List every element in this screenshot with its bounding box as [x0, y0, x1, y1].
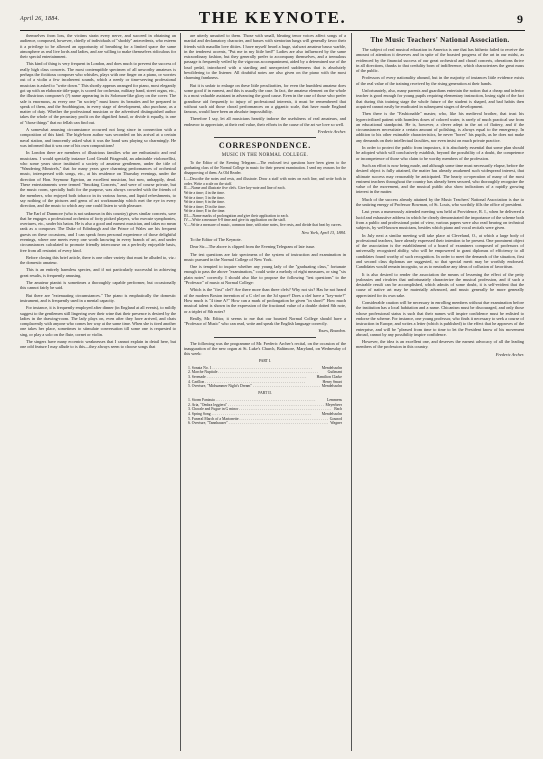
article-title: The Music Teachers' National Association. — [370, 36, 510, 44]
section-title-correspondence: CORRESPONDENCE. — [218, 141, 312, 151]
question-list — [184, 177, 346, 228]
letter-salutation: To the Editor of The Keynote. — [190, 236, 242, 242]
article-paragraph: Considerable caution will be necessary in enrolling members without due examination before the institution has a local habitation and a name. Chicanism must be discouraged, and only those whose professional status is such that their names will inspire confidence must be enlisted to endorse the scheme. For instance, one young professor, who finds it necessary to seek a course of instruction in Europe, and writes a letter (which is published) to the effect that he approves of the enterprise, and will be "pleased from time to time to let the President know of his movement abroad, cannot by any possibility inspire confidence. — [356, 300, 524, 337]
article-paragraph: It is also desired to render the association the means of lessening the effect of the petty jealousies and rivalries that unfortunately characterize the musical profession, and if such a desirable result can be accomplished, which admits of some doubt, it is self-evident that the cause of native art may be materially advanced, and music generally be more generally appreciated for its own sake. — [356, 271, 524, 298]
divider — [214, 337, 316, 338]
article-paragraph: The amateur pianist is sometimes a thoroughly capable performer, but occasionally this cannot fairly be said. — [20, 280, 176, 291]
article-paragraph: The Earl of Dunmore (who is not unknown in this country) gives similar concerts, save that he engages a professional orchestra of forty picked players, who execute symphonies, overtures, etc., under his baton. He is also a good and earnest musician, and takes no mean rank as a composer. The Duke of Edinburgh and the Prince of Wales are his frequent guests on these occasions, and I can speak from personal experience of those delightful evenings, where one meets every one worth knowing in every branch of art, and under circumstances calculated to promote friendly intercourse on a perfectly enjoyable basis, free from all restraint of every kind. — [20, 210, 176, 253]
question-item: Write a time; 6 in the time. — [184, 200, 225, 205]
programme-item: 3. Serenade . . . Hamilton Clarke — [188, 375, 342, 380]
programme-item: 3. Chorale and Fugue in G minor . . . Bach — [188, 407, 342, 412]
article-paragraph: Therefore I say, let all musicians heartily indorse the usefulness of real amateurs, and endeavor to appreciate, at their real value, their efforts in the cause of the art we love so well. — [184, 116, 346, 127]
programme-part-label: PART II. — [258, 390, 272, 395]
programme-list — [188, 398, 342, 426]
issue-date: April 26, 1884. — [20, 16, 60, 22]
article-paragraph: But it is unfair to enlarge on these little peculiarities, for even the humblest amateur does some good if in earnest, and this is usually the case. In fact, the amateur element on the whole is a most valuable assistant in advancing the good cause. Even in the case of those who prefer grandiose aid frequently to injury of professional interests, it must be remembered that without such aid those choral performances on a gigantic scale, that have made England famous, would have been an absolute impossibility. — [184, 82, 346, 115]
question-item: Write a time; 4 in the time. — [184, 190, 225, 195]
author-signature: Frederic Archer. — [317, 129, 346, 135]
article-paragraph: The singers have many eccentric weaknesses that I cannot explain in detail here, but one odd feature I may allude to is this—they always seem to choose songs that — [20, 339, 176, 350]
column-rule — [180, 33, 181, 751]
article-paragraph: This is an entirely harmless species, and if not particularly successful in achieving great results, is frequently amusing. — [20, 267, 176, 278]
programme-part-label: PART I. — [258, 358, 272, 363]
question-item: Write a time; D in the time. — [184, 204, 226, 209]
programme-item: 4. Carillon . . . Henry Smart — [188, 380, 342, 385]
letter-paragraph: The test questions are fair specimens of the system of instruction and examination in music pursued in the Normal College of New York. — [184, 251, 346, 262]
section-subtitle: MUSIC IN THE NORMAL COLLEGE. — [221, 153, 309, 159]
article-paragraph: A somewhat amusing circumstance occurred not long since in connection with a composition of this kind. The high-born author was seconded on his arrival at a certain naval station, and innocently asked what it was the band was playing so charmingly. He was informed that it was one of his own compositions! — [20, 127, 176, 148]
letter-paragraph: Which is the "first" clef? Are there more than three clefs? Why not six? Has he not heard of the modern Boston invention of a C clef on the 3d space? Does a clef have a "key-note?" How much is "4 time A?" How can a mark of prolongation be given "in short?" How much musical talent is shown in the expression of the fractional value of a double dotted 8th note, or a triplet of 8th notes? — [184, 287, 346, 314]
programme-item: 4. Spring Song . . . Mendelssohn — [188, 412, 342, 417]
programme-item: 1. Sonata No. 1 . . . Mendelssohn — [188, 366, 342, 371]
programme-list — [188, 366, 342, 389]
letter-note: To the Editor of the Evening Telegram:—The enclosed test questions have been given to the graduating class of the Normal College in music for their present examination. I send my reasons for the disapproving of them. As Old Reader. — [184, 161, 346, 175]
programme-item: 6. Overture, "Tannhauser" . . . Wagner — [188, 421, 342, 426]
article-paragraph: are utterly unsuited to them. Those with small, bleating tenor voices affect songs of a martial and declamatory character, and basses with stentorian lungs will generally favor their friends with maudlin love ditties. I have myself heard a huge, stalwart amateur basso warble, in the tenderest accents, "Put me in my little bed!" Ladies are also influenced by the same extraordinary fashion, but they generally prefer to accompany themselves, and a tremulous passage is frequently veiled by the vigorous accompaniment, aided by a determined use of the loud pedal, introduced with a startling and unexpected suddenness that is absolutely bewildering to the listener. All doubtful notes are also given on the piano with the most charming frankness. — [184, 33, 346, 81]
question-item: I.—Describe the notes and rests, and illustrate. Draw a staff with notes on each line, and write both in order. Write a scale on the staff. — [184, 177, 346, 186]
article-paragraph: In July next a similar meeting will take place at Cleveland, O., at which a large body of professional teachers, have already expressed their intention to be present. One prominent object of the association is the establishment of a board of examiners composed of professors of universally recognized ability, who will be empowered to grant diplomas of efficiency to all candidates found worthy of such recognition. In order to meet the demands of the situation, first and second class diplomas are suggested, so that special merit may be worthily endorsed. Candidates would remain incognito, so as to neutralize any ideas of collusion of favoritism. — [356, 232, 524, 270]
article-paragraph: Professors of every nationality abound, but in the majority of instances little evidence exists of the real value of the training received by the rising generation at their hands. — [356, 75, 524, 86]
letter-date: New York, April 13, 1884. — [301, 229, 346, 235]
column-3 — [356, 33, 524, 751]
article-paragraph: Last years a numerously attended meeting was held at Providence, R. I., when he delivered a lucid and exhaustive address in which he clearly demonstrated the importance of the scheme both from a public and professional point of view, various papers were also read bearing on technical subjects, by well-known musicians, besides which piano and vocal recitals were given. — [356, 209, 524, 231]
question-item: Write a time; 3 in the time. — [184, 195, 225, 200]
column-1 — [20, 33, 176, 751]
letter-signature: Yours, Bourdon. — [318, 328, 346, 334]
article-paragraph: For instance, it is frequently employed after dinner (in England at all events), to mildly suggest to the gentlemen still lingering over their wine that their presence is desired by the ladies in the drawing-room. The lady plays on, even after they have arrived, and chats complacently with anyone who comes her way at the same time. When she is tired another one takes her place, sometimes to stimulate conversation till some one is requested to sing, or play a solo on the flute, cornet or violin. — [20, 305, 176, 337]
programme-item: 2. Marche Nuptiale . . . Guilmant — [188, 370, 342, 375]
question-item: Write a time; E in the time. — [184, 209, 226, 214]
programme-item: 5. Funeral March of a Marionette . . . Gounod — [188, 417, 342, 422]
page-header — [20, 6, 525, 31]
article-paragraph: In London there are members of illustrious families who are enthusiastic and real musicians. I would specially instance Lord Gerald Fitzgerald, an admirable violoncellist, who some years since instituted a society of amateur gentlemen, under the title of "Wandering Minstrels," that for many years gave charming performances of orchestral music, interspersed with songs, etc., at his residence on Thursday evenings, under the direction of Hon. Seymour Egerton, an excellent musician, but now, unhappily, dead. These entertainments were termed "Smoking Concerts," and were of course private, but the music room, specially built for the purpose, was always crowded with the friends of the members, who enjoyed both tobacco in its various forms, and liquid refreshments, to say nothing of the pictures and gems of art workmanship which met the eye in every direction, and the music to which any one could listen to with pleasure. — [20, 150, 176, 209]
author-signature: Frederic Archer. — [495, 351, 524, 357]
article-paragraph: Then there is the "Fashionable" master, who, like his medieval brother, that trust his hypercivilized patient with harmless doses of colored water, is rarely of much practical use from an educational standpoint. He is, however, a clever adept in the art of flattery, and if the circumstances necessitate a certain amount of polishing, is always equal to the emergency. In addition to his other estimable characteristics, he never "bores" his pupils, as he does not make any demands on their intellectual faculties, nor even insist on much private practice. — [356, 111, 524, 143]
article-paragraph: Such an effort is now being made, and although some time must necessarily elapse, before the desired object is fully attained, the matter has already awakened such widespread interest, that ultimate success may reasonably be anticipated. The hearty co-operation of many of the most eminent teachers throughout the country has already been secured, who thoroughly recognize the value of the movement, and the musical public also show indications of a rapidly growing interest in the matter. — [356, 162, 524, 195]
article-paragraph: Unfortunately, also, many parents and guardians entertain the notion that a cheap and inferior teacher is good enough for young pupils requiring elementary instruction, losing sight of the fact that during this training stage the whole future of the student is shaped, and bad habits then acquired cannot easily be eradicated in subsequent stages of development. — [356, 88, 524, 109]
programme-item: 2. Aria, "Ombra leggiera" . . . Meyerbeer — [188, 403, 342, 408]
question-item: III.—Name marks of prolongation and give their application to each. — [184, 213, 289, 218]
letter-paragraph: Really, Mr. Editor, it seems to me that our boasted Normal College should have a "Professor of Music" who can read, write and speak the English language correctly. — [184, 315, 346, 327]
article-paragraph: However, the idea is an excellent one, and deserves the earnest advocacy of all the leading members of the profession in this country. — [356, 339, 524, 350]
divider — [214, 137, 316, 138]
programme-item: 5. Overture, "Midsummer Night's Dream" . . . Mendelssohn — [188, 384, 342, 389]
programme-item: 1. Storm Fantasia . . . Lemmens — [188, 398, 342, 403]
article-paragraph: The subject of real musical education in America is one that has hitherto failed to receive the amount of attention it deserves and in spite of the boasted progress of the art in our midst, as evidenced by the financial success of our great orchestral and choral concerts, oberations thrive in all directions, thanks to that credulity born of indifference, which characterizes the great mass of the public. — [356, 47, 524, 74]
article-paragraph: themselves from loss, the victims strain every nerve, and succeed in obtaining an audience, composed, however, chiefly of individuals of "shoddy" antecedents, who esteem it a privilege to be allowed an opportunity of breathing for a limited space the same atmosphere as real live lords and ladies, and are willing to make themselves ridiculous for their special entertainment. — [20, 33, 176, 60]
article-paragraph: Before closing this brief article, there is one other variety that must be alluded to, viz.: the domestic amateur. — [20, 254, 176, 266]
masthead-title: THE KEYNOTE. — [198, 8, 347, 27]
column-2 — [184, 33, 346, 751]
question-item: II.—Name and illustrate five clefs. Give key-note and line of each. — [184, 186, 286, 191]
article-paragraph: This kind of thing is very frequent in London, and does much to prevent the success of really high class concerts. The most contemptible specimen of all unworthy amateurs is perhaps the fictitious composer who whistles, plays with one finger on a piano, or worries out of a violin a few incoherent sounds, which a needy or time-serving professional musician is asked to "write down." This shortly appears arranged for piano, most elegantly got up with an elaborate title-page, is scored for orchestra, military band, street organ, etc., the illustrious composer's (?) name appearing in its Solomon-like glory on the cover. The sale is enormous, as every one "in society" must know its beauties and be prepared to speak of them, and the Snobbington, in every stage of development, also purchase, as a matter of duty. Whether the professional musician or the advertised distinguished author takes the whole of the pecuniary profit on the dignified fraud, or divide it equally, is one of "those things" that no fellah can find out. — [20, 61, 176, 125]
page-number: 9 — [517, 12, 523, 26]
article-paragraph: In order to protect the public from impostors, it is absolutely essential that some plan should be adopted which will conclusively establish, beyond the possibility of a doubt, the competence or incompetence of those who claim to be worthy members of the profession. — [356, 145, 524, 161]
article-paragraph: Much of the success already attained by the Music Teachers' National Association is due to the untiring energy of Professor Bowman, of St. Louis, who worthily fills the office of president. — [356, 196, 524, 208]
question-item: IV.—Write a measure 6-8 time and give its application on the staff. — [184, 218, 286, 223]
letter-paragraph: One is tempted to inquire whether any young lady of the "graduating class," fortunate enough to pass the above "examination," could write a melody of eight measures, or sing "six plain notes" correctly. I should also like to propose the following "test questions" to the "Professor" of music at Normal College: — [184, 264, 346, 286]
article-paragraph: But there are "extenuating circumstances." The piano is emphatically the domestic instrument, and is frequently used in a menial capacity. — [20, 292, 176, 303]
letter-paragraph: Dear Sir—The above is clipped from the Evening Telegram of late issue. — [190, 244, 316, 250]
column-rule — [351, 33, 352, 751]
programme-intro: The following was the programme of Mr. Frederic Archer's recital, on the occasion of the inauguration of the new organ at St. Luke's Church, Baltimore, Maryland, on Wednesday of this week: — [184, 340, 346, 357]
question-item: V.—Write a measure of music, common time, with nine notes, five rests, and divide that beat by curves. — [184, 223, 342, 228]
